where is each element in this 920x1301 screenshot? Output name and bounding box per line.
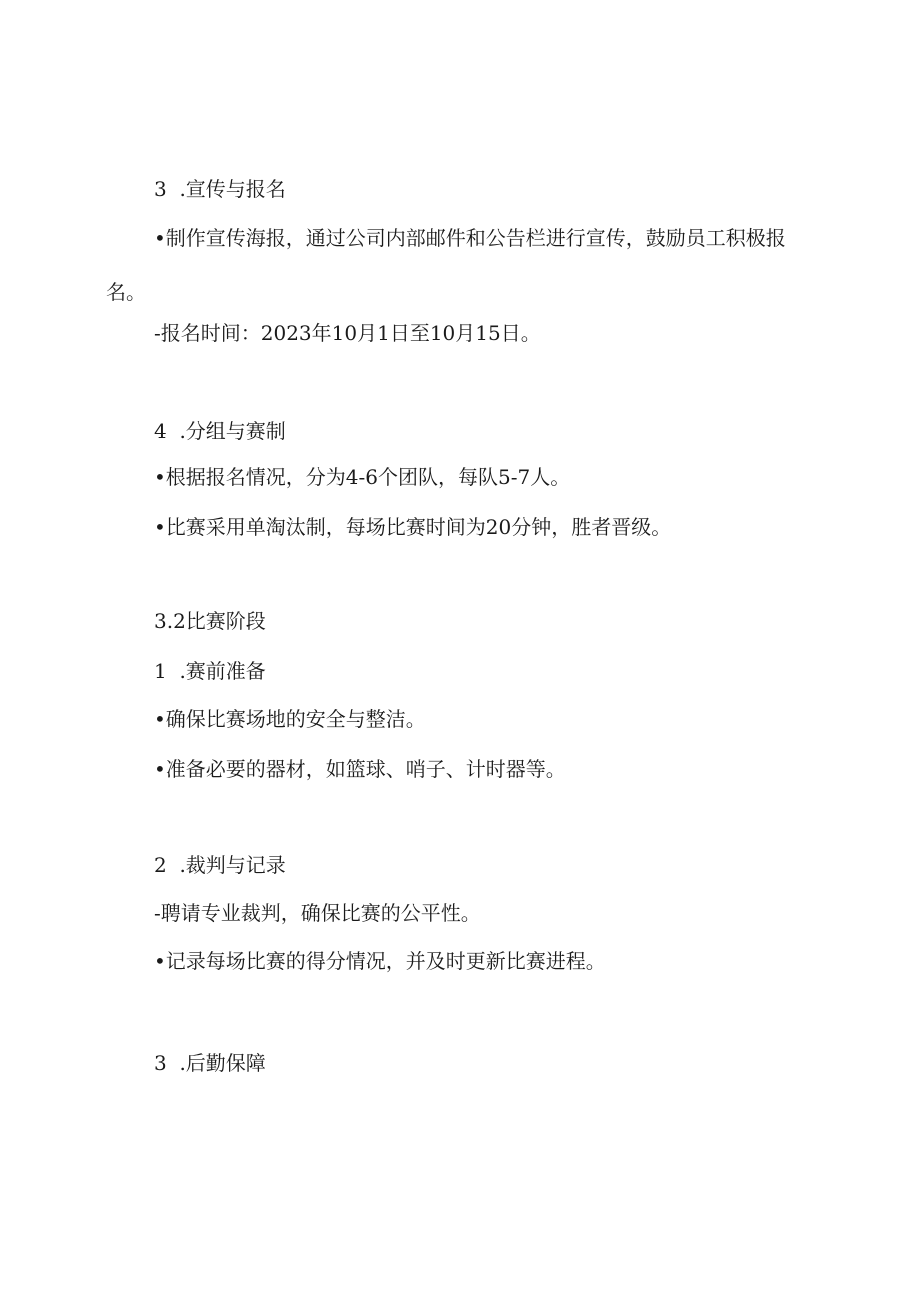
section-heading-publicity-registration: 3 .宣传与报名 [154,177,286,201]
paragraph-registration-period: -报名时间：2023年10月1日至10月15日。 [154,321,541,345]
section-heading-competition-stage: 3.2比赛阶段 [154,609,266,633]
section-heading-pre-match-prep: 1 .赛前准备 [154,659,266,683]
paragraph-hire-referee: -聘请专业裁判，确保比赛的公平性。 [154,901,481,925]
paragraph-score-records: •记录每场比赛的得分情况，并及时更新比赛进程。 [154,949,606,973]
paragraph-poster-publicity: •制作宣传海报，通过公司内部邮件和公告栏进行宣传，鼓励员工积极报名。 [106,226,786,304]
paragraph-venue-safety: •确保比赛场地的安全与整洁。 [154,707,426,731]
section-heading-grouping-format: 4 .分组与赛制 [154,419,286,443]
paragraph-match-format: •比赛采用单淘汰制，每场比赛时间为20分钟，胜者晋级。 [154,515,672,539]
paragraph-equipment: •准备必要的器材，如篮球、哨子、计时器等。 [154,757,566,781]
paragraph-team-grouping: •根据报名情况，分为4-6个团队，每队5-7人。 [154,465,571,489]
section-heading-referee-records: 2 .裁判与记录 [154,853,286,877]
section-heading-logistics: 3 .后勤保障 [154,1051,266,1075]
